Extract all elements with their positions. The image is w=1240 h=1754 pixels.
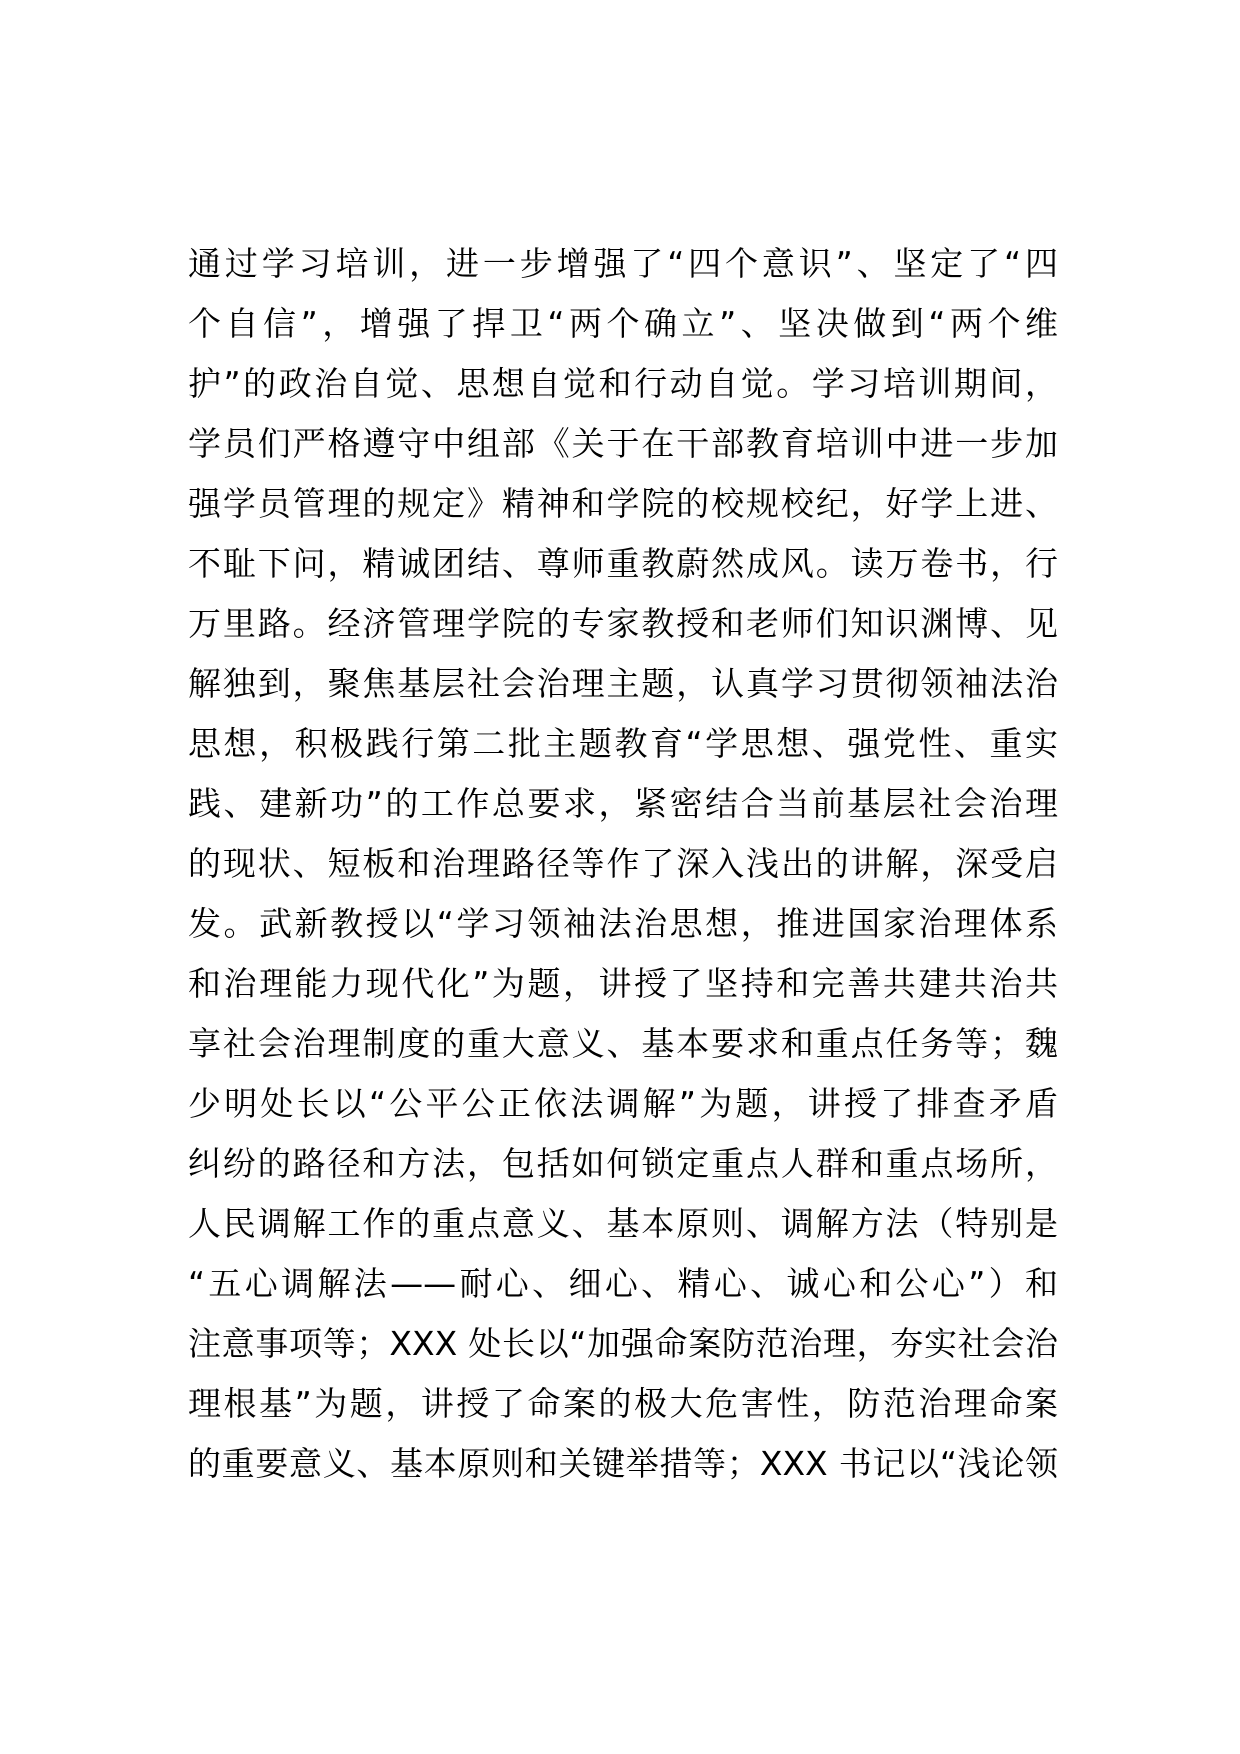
text-line: 通过学习培训，进一步增强了“四个意识”、坚定了“四 <box>188 244 1058 283</box>
text-line: 人民调解工作的重点意义、基本原则、调解方法（特别是 <box>188 1204 1058 1243</box>
text-line: “五心调解法——耐心、细心、精心、诚心和公心”）和 <box>188 1264 1058 1303</box>
text-line: 的现状、短板和治理路径等作了深入浅出的讲解，深受启 <box>188 844 1058 883</box>
text-line: 万里路。经济管理学院的专家教授和老师们知识渊博、见 <box>188 604 1058 643</box>
text-line: 强学员管理的规定》精神和学院的校规校纪，好学上进、 <box>188 484 1058 523</box>
text-line: 护”的政治自觉、思想自觉和行动自觉。学习培训期间， <box>188 364 1058 403</box>
text-line: 思想，积极践行第二批主题教育“学思想、强党性、重实 <box>188 724 1058 763</box>
text-line: 纠纷的路径和方法，包括如何锁定重点人群和重点场所， <box>188 1144 1058 1183</box>
text-line: 发。武新教授以“学习领袖法治思想，推进国家治理体系 <box>188 904 1058 943</box>
text-line: 个自信”，增强了捍卫“两个确立”、坚决做到“两个维 <box>188 304 1058 343</box>
text-line: 的重要意义、基本原则和关键举措等；XXX 书记以“浅论领 <box>188 1444 1058 1483</box>
text-line: 享社会治理制度的重大意义、基本要求和重点任务等；魏 <box>188 1024 1058 1063</box>
text-line: 注意事项等；XXX 处长以“加强命案防范治理，夯实社会治 <box>188 1324 1058 1363</box>
text-line: 少明处长以“公平公正依法调解”为题，讲授了排查矛盾 <box>188 1084 1058 1123</box>
text-line: 和治理能力现代化”为题，讲授了坚持和完善共建共治共 <box>188 964 1058 1003</box>
text-line: 不耻下问，精诚团结、尊师重教蔚然成风。读万卷书，行 <box>188 544 1058 583</box>
body-text <box>188 234 1058 1494</box>
text-line: 践、建新功”的工作总要求，紧密结合当前基层社会治理 <box>188 784 1058 823</box>
text-line: 学员们严格遵守中组部《关于在干部教育培训中进一步加 <box>188 424 1058 463</box>
text-line: 理根基”为题，讲授了命案的极大危害性，防范治理命案 <box>188 1384 1058 1423</box>
text-line: 解独到，聚焦基层社会治理主题，认真学习贯彻领袖法治 <box>188 664 1058 703</box>
